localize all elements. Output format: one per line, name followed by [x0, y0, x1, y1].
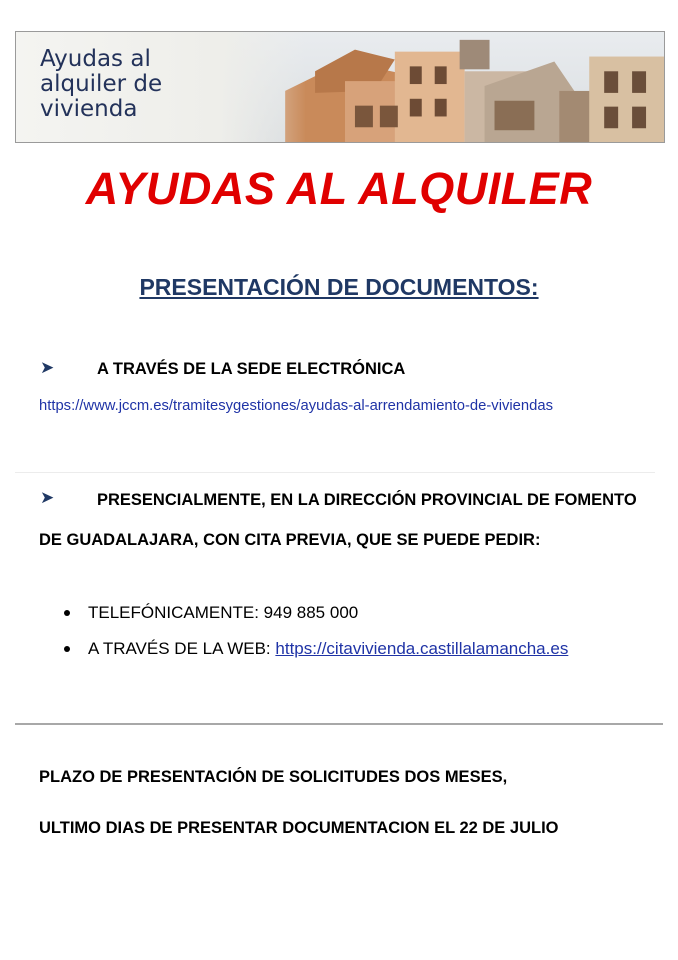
divider-light — [15, 472, 655, 473]
presencial-heading-line1: PRESENCIALMENTE, EN LA DIRECCIÓN PROVINCIAL DE FOMENTO — [97, 491, 637, 509]
arrow-bullet-icon: ➤ — [40, 358, 55, 377]
plazo-text: PLAZO DE PRESENTACIÓN DE SOLICITUDES DOS MESES, — [39, 768, 508, 786]
section-subtitle: PRESENTACIÓN DE DOCUMENTOS: — [139, 274, 539, 300]
web-option — [88, 639, 568, 659]
bullet-dot-icon — [64, 646, 70, 652]
web-option-label: A TRAVÉS DE LA WEB: — [88, 639, 276, 658]
page-title: AYUDAS AL ALQUILER — [85, 163, 593, 214]
divider-dark — [15, 723, 663, 725]
banner-text-panel — [16, 32, 306, 142]
banner-title-line3: vivienda — [40, 96, 138, 122]
header-banner — [15, 31, 665, 143]
sede-electronica-heading: A TRAVÉS DE LA SEDE ELECTRÓNICA — [97, 360, 406, 378]
banner-title-line1: Ayudas al — [40, 46, 151, 72]
arrow-bullet-icon: ➤ — [40, 488, 55, 507]
phone-option: TELEFÓNICAMENTE: 949 885 000 — [88, 603, 359, 622]
sede-electronica-url[interactable]: https://www.jccm.es/tramitesygestiones/ayudas-al-arrendamiento-de-viviendas — [39, 398, 553, 414]
presencial-heading-line2: DE GUADALAJARA, CON CITA PREVIA, QUE SE PUEDE PEDIR: — [39, 531, 541, 549]
banner-title — [40, 47, 162, 122]
banner-title-line2: alquiler de — [40, 71, 163, 97]
citavivienda-link[interactable]: https://citavivienda.castillalamancha.es — [275, 639, 569, 658]
bullet-dot-icon — [64, 610, 70, 616]
ultimo-dia-text: ULTIMO DIAS DE PRESENTAR DOCUMENTACION EL 22 DE JULIO — [39, 819, 559, 837]
